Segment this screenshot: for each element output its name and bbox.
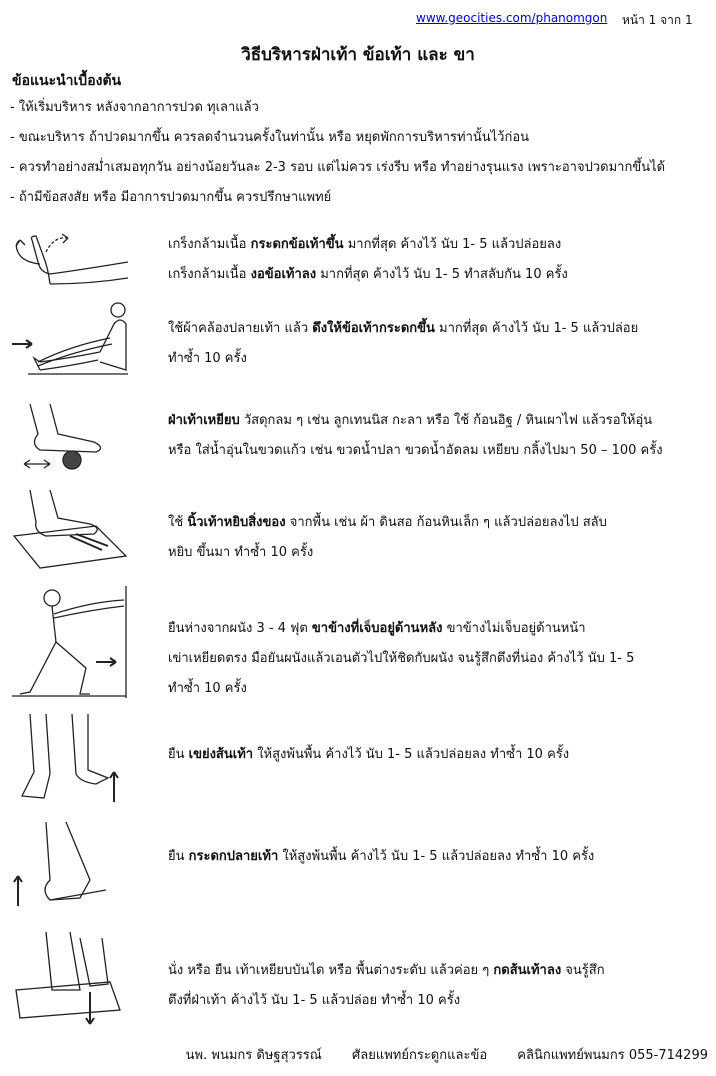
ball-roll-figure bbox=[10, 400, 130, 475]
toe-raise-figure bbox=[10, 820, 130, 910]
intro-item-3: - ควรทำอย่างสม่ำเสมอทุกวัน อย่างน้อยวันละ 2-3 รอบ แต่ไม่ควร เร่งรีบ หรือ ทำอย่างรุนแรง เพราะอาจปวดมากขึ้นได้ bbox=[10, 160, 666, 175]
exercise-2-text: ใช้ผ้าคล้องปลายเท้า แล้ว ดึงให้ข้อเท้ากระดกขึ้น มากที่สุด ค้างไว้ นับ 1- 5 แล้วปล่อย ทำซ้ำ 10 ครั้ง bbox=[168, 321, 639, 366]
exercise-6-text: ยืน เขย่งส้นเท้า ให้สูงพ้นพื้น ค้างไว้ นับ 1- 5 แล้วปล่อยลง ทำซ้ำ 10 ครั้ง bbox=[168, 747, 570, 762]
intro-item-4: - ถ้ามีข้อสงสัย หรือ มีอาการปวดมากขึ้น ควรปรึกษาแพทย์ bbox=[10, 190, 332, 205]
exercise-3-text: ฝ่าเท้าเหยียบ วัสดุกลม ๆ เช่น ลูกเทนนิส กะลา หรือ ใช้ ก้อนอิฐ / หินเผาไฟ แล้วรอให้อุ่น หรือ ใส่น้ำอุ่นในขวดแก้ว เช่น ขวดน้ำปลา ขวดน้ำอัดลม เหยียบ กลิ้งไปมา 50 – 100 ครั้ง bbox=[168, 413, 663, 458]
wall-calf-stretch-figure bbox=[10, 584, 130, 702]
ankle-flex-figure bbox=[10, 222, 130, 292]
intro-item-1: - ให้เริ่มบริหาร หลังจากอาการปวด ทุเลาแล้ว bbox=[10, 100, 259, 115]
website-link[interactable]: www.geocities.com/phanomgon bbox=[416, 11, 608, 25]
footer bbox=[0, 1044, 708, 1065]
footer-clinic: คลินิกแพทย์พนมกร 055-714299 bbox=[517, 1048, 708, 1063]
toe-pickup-figure bbox=[10, 486, 130, 572]
intro-item-2: - ขณะบริหาร ถ้าปวดมากขึ้น ควรลดจำนวนครั้งในท่านั้น หรือ หยุดพักการบริหารท่านั้นไว้ก่อน bbox=[10, 130, 530, 145]
towel-stretch-figure bbox=[10, 300, 130, 386]
footer-specialty: ศัลยแพทย์กระดูกและข้อ bbox=[352, 1048, 488, 1063]
heel-raise-figure bbox=[10, 712, 130, 812]
page-indicator: หน้า 1 จาก 1 bbox=[622, 13, 693, 27]
page-title: วิธีบริหารฝ่าเท้า ข้อเท้า และ ขา bbox=[241, 45, 475, 65]
exercise-1-text: เกร็งกล้ามเนื้อ กระดกข้อเท้าขึ้น มากที่สุด ค้างไว้ นับ 1- 5 แล้วปล่อยลง เกร็งกล้ามเนื้อ งอข้อเท้าลง มากที่สุด ค้างไว้ นับ 1- 5 ทำสลับกัน 10 ครั้ง bbox=[168, 237, 568, 282]
intro-heading: ข้อแนะนำเบื้องต้น bbox=[12, 73, 122, 89]
step-heel-drop-figure bbox=[10, 930, 130, 1030]
exercise-5-text: ยืนห่างจากผนัง 3 - 4 ฟุต ขาข้างที่เจ็บอยู่ด้านหลัง ขาข้างไม่เจ็บอยู่ด้านหน้า เข่าเหยียดตรง มือยันผนังแล้วเอนตัวไปให้ชิดกับผนัง จนรู้สึกตึงที่น่อง ค้างไว้ นับ 1- 5 ทำซ้ำ 10 ครั้ง bbox=[168, 621, 635, 696]
exercise-7-text: ยืน กระดกปลายเท้า ให้สูงพ้นพื้น ค้างไว้ นับ 1- 5 แล้วปล่อยลง ทำซ้ำ 10 ครั้ง bbox=[168, 849, 595, 864]
footer-doctor: นพ. พนมกร ดิษฐสุวรรณ์ bbox=[185, 1048, 322, 1063]
exercise-4-text: ใช้ นิ้วเท้าหยิบสิ่งของ จากพื้น เช่น ผ้า ดินสอ ก้อนหินเล็ก ๆ แล้วปล่อยลงไป สลับ หยิบ ขึ้นมา ทำซ้ำ 10 ครั้ง bbox=[168, 515, 607, 560]
exercise-8-text: นั่ง หรือ ยืน เท้าเหยียบบันได หรือ พื้นต่างระดับ แล้วค่อย ๆ กดส้นเท้าลง จนรู้สึก ตึงที่ฝ่าเท้า ค้างไว้ นับ 1- 5 แล้วปล่อย ทำซ้ำ 10 ครั้ง bbox=[168, 963, 605, 1008]
